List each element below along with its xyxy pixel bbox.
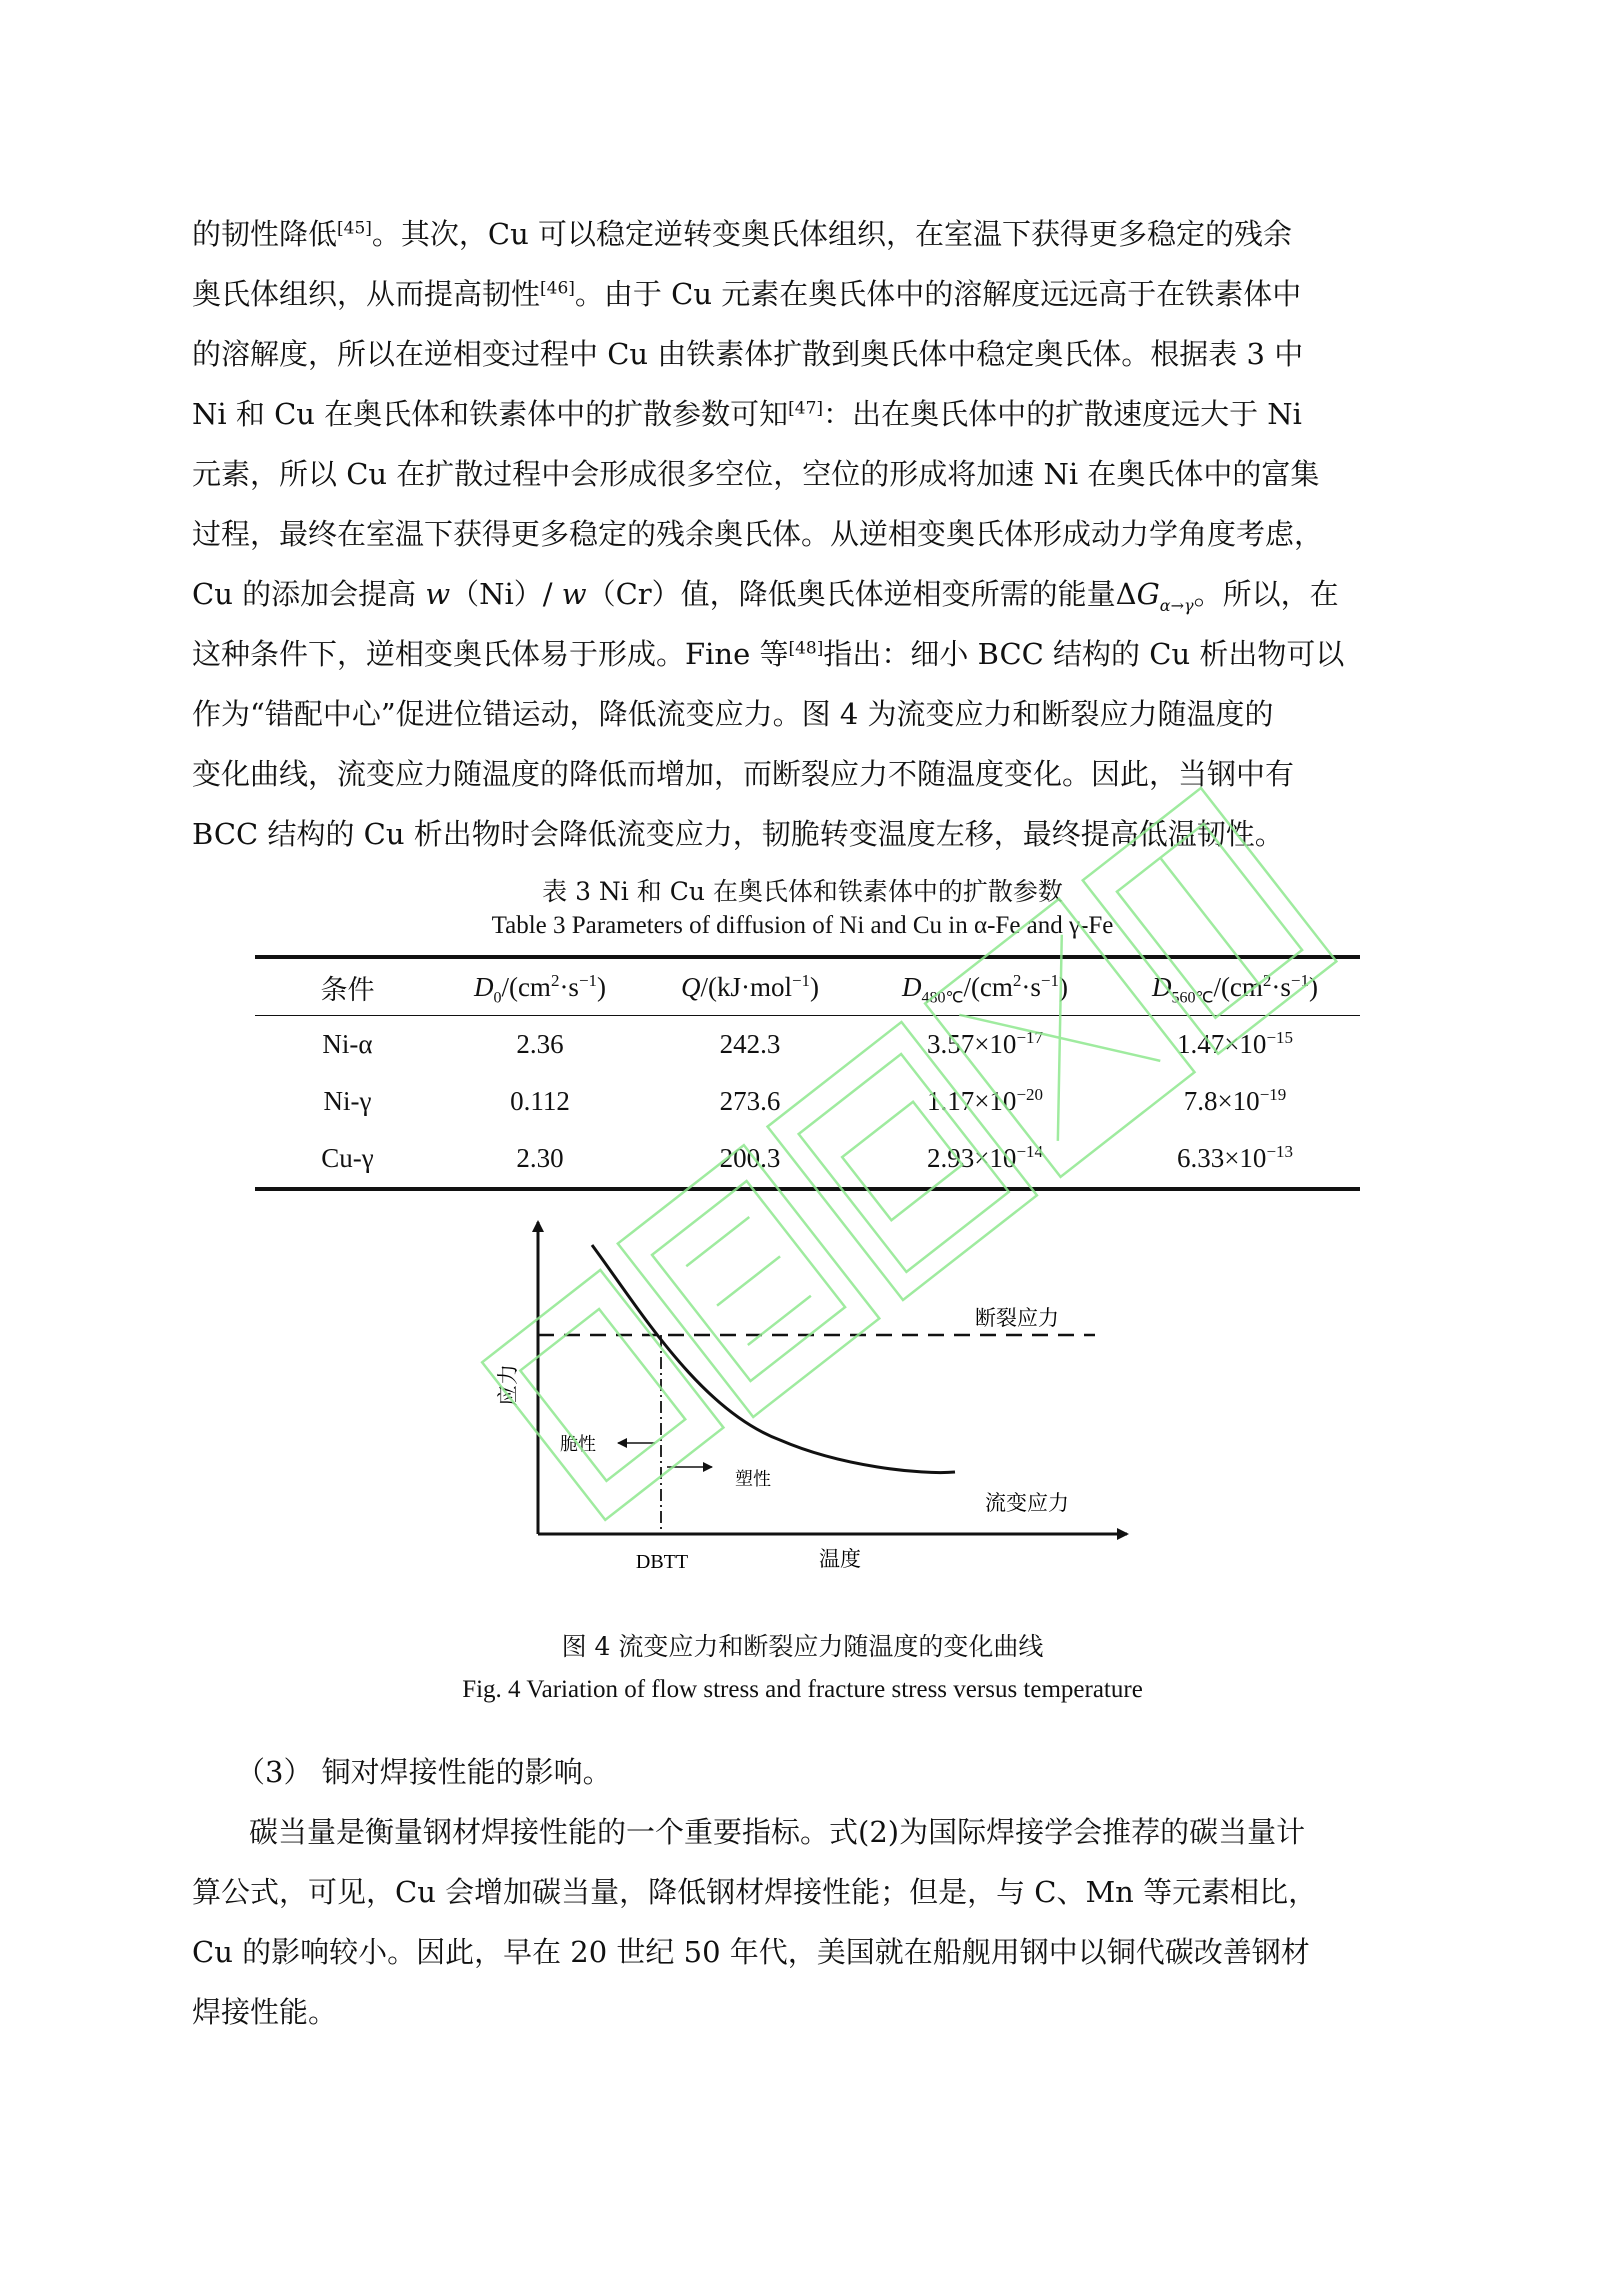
figure-4-stress-temperature xyxy=(0,1200,1605,1620)
text-run: Cu 的添加会提高 xyxy=(192,577,426,611)
text-run: 过程，最终在室温下获得更多稳定的残余奥氏体。从逆相变奥氏体形成动力学角度考虑， xyxy=(192,517,1324,551)
figure-caption-en: Fig. 4 Variation of flow stress and fracture stress versus temperature xyxy=(462,1676,1143,1703)
text-run: 的溶解度，所以在逆相变过程中 Cu 由铁素体扩散到奥氏体中稳定奥氏体。根据表 3 中 xyxy=(192,337,1304,371)
text-line xyxy=(192,684,1422,744)
ductile-label: 塑性 xyxy=(735,1469,771,1490)
symbol: D xyxy=(473,971,494,1002)
exponent: −13 xyxy=(1266,1142,1294,1161)
brittle-label: 脆性 xyxy=(560,1434,596,1455)
text-line: 焊接性能。 xyxy=(192,1995,338,2029)
exponent: −15 xyxy=(1266,1028,1294,1047)
cell-d480 xyxy=(860,1130,1110,1189)
cell-d0: 2.36 xyxy=(516,1029,564,1059)
math-var: w xyxy=(425,577,451,611)
section-heading-text: （3） 铜对焊接性能的影响。 xyxy=(236,1755,612,1789)
symbol: D xyxy=(1151,971,1172,1002)
subscript: 560℃ xyxy=(1171,988,1214,1006)
citation: [48] xyxy=(788,638,824,659)
text-run: 。所以，在 xyxy=(1193,577,1339,611)
fracture-stress-label: 断裂应力 xyxy=(975,1306,1059,1330)
unit: ) xyxy=(1309,971,1319,1002)
text-line xyxy=(192,564,1422,624)
table-caption-en: Table 3 Parameters of diffusion of Ni and Cu in α-Fe and γ-Fe xyxy=(491,912,1114,939)
exponent: −14 xyxy=(1016,1142,1044,1161)
text-run: 元素，所以 Cu 在扩散过程中会形成很多空位，空位的形成将加速 Ni 在奥氏体中的富集 xyxy=(192,457,1320,491)
text-line xyxy=(192,744,1422,804)
text-line xyxy=(192,804,1422,864)
dbtt-label: DBTT xyxy=(635,1551,689,1573)
cell-d560 xyxy=(1110,1073,1360,1130)
text-line xyxy=(192,624,1422,684)
unit: /(cm xyxy=(501,971,551,1002)
cell-condition: Ni-α xyxy=(322,1029,373,1059)
table-header-row xyxy=(255,957,1360,1016)
unit: ) xyxy=(597,971,607,1002)
mantissa: 7.8×10 xyxy=(1183,1086,1260,1116)
math-var: w xyxy=(561,577,587,611)
table-row xyxy=(255,1016,1360,1074)
subscript: 480℃ xyxy=(921,988,964,1006)
exponent: 2 xyxy=(550,970,560,990)
unit: ·s xyxy=(559,971,579,1002)
text-run: 变化曲线，流变应力随温度的降低而增加，而断裂应力不随温度变化。因此，当钢中有 xyxy=(192,757,1295,791)
section-paragraph xyxy=(192,1802,1422,2042)
cell-d560 xyxy=(1110,1016,1360,1074)
flow-stress-label: 流变应力 xyxy=(985,1491,1069,1515)
text-line xyxy=(192,264,1422,324)
mantissa: 1.47×10 xyxy=(1176,1029,1267,1059)
citation: [46] xyxy=(540,278,575,299)
text-run: 。其次，Cu 可以稳定逆转变奥氏体组织，在室温下获得更多稳定的残余 xyxy=(371,217,1293,251)
text-line: Cu 的影响较小。因此，早在 20 世纪 50 年代，美国就在船舰用钢中以铜代碳改善钢材 xyxy=(192,1935,1310,1969)
table-caption-zh: 表 3 Ni 和 Cu 在奥氏体和铁素体中的扩散参数 xyxy=(542,877,1063,906)
section-heading xyxy=(236,1742,1422,1802)
unit: /(kJ·mol xyxy=(700,971,792,1002)
exponent: 2 xyxy=(1262,970,1272,990)
text-line xyxy=(192,204,1422,264)
figure-caption-zh: 图 4 流变应力和断裂应力随温度的变化曲线 xyxy=(561,1632,1044,1661)
header-d0 xyxy=(440,957,640,1016)
cell-d480 xyxy=(860,1016,1110,1074)
y-axis-label: 应力 xyxy=(496,1364,520,1406)
cell-q: 242.3 xyxy=(719,1029,781,1059)
table-row xyxy=(255,1073,1360,1130)
header-q xyxy=(640,957,860,1016)
cell-d0: 0.112 xyxy=(510,1086,570,1116)
symbol: D xyxy=(901,971,922,1002)
flow-stress-curve xyxy=(592,1245,955,1473)
text-run: Ni 和 Cu 在奥氏体和铁素体中的扩散参数可知 xyxy=(192,397,789,431)
text-run: BCC 结构的 Cu 析出物时会降低流变应力，韧脆转变温度左移，最终提高低温韧性。 xyxy=(192,817,1284,851)
cell-d0: 2.30 xyxy=(516,1143,564,1173)
unit: ) xyxy=(810,971,820,1002)
exponent: 2 xyxy=(1012,970,1022,990)
text-line: 碳当量是衡量钢材焊接性能的一个重要指标。式(2)为国际焊接学会推荐的碳当量计 xyxy=(249,1815,1306,1849)
exponent: −20 xyxy=(1016,1085,1044,1104)
mantissa: 1.17×10 xyxy=(926,1086,1017,1116)
exponent: −1 xyxy=(791,970,811,990)
exponent: −1 xyxy=(578,970,598,990)
citation: [47] xyxy=(788,398,824,419)
unit: /(cm xyxy=(1213,971,1263,1002)
symbol: Q xyxy=(680,971,701,1002)
header-condition: 条件 xyxy=(320,974,375,1005)
math-var: G xyxy=(1136,577,1160,611)
x-axis-label: 温度 xyxy=(819,1547,861,1571)
unit: /(cm xyxy=(963,971,1013,1002)
unit: ·s xyxy=(1271,971,1291,1002)
text-run: （Ni）/ xyxy=(450,577,562,611)
text-run: 。由于 Cu 元素在奥氏体中的溶解度远远高于在铁素体中 xyxy=(574,277,1302,311)
cell-q: 273.6 xyxy=(719,1086,781,1116)
exponent: −19 xyxy=(1259,1085,1287,1104)
text-line xyxy=(192,384,1422,444)
text-run: 的韧性降低 xyxy=(192,217,338,251)
text-line xyxy=(192,324,1422,384)
math-subscript: α→γ xyxy=(1159,595,1194,615)
text-line xyxy=(192,504,1422,564)
text-line xyxy=(192,444,1422,504)
text-run: 奥氏体组织，从而提高韧性 xyxy=(192,277,541,311)
mantissa: 3.57×10 xyxy=(926,1029,1017,1059)
exponent: −17 xyxy=(1016,1028,1044,1047)
unit: ) xyxy=(1059,971,1069,1002)
exponent: −1 xyxy=(1040,970,1060,990)
cell-d560 xyxy=(1110,1130,1360,1189)
diffusion-parameters-table xyxy=(255,955,1360,1191)
text-run: 指出：细小 BCC 结构的 Cu 析出物可以 xyxy=(823,637,1345,671)
exponent: −1 xyxy=(1290,970,1310,990)
cell-q: 200.3 xyxy=(719,1143,781,1173)
cell-d480 xyxy=(860,1073,1110,1130)
unit: ·s xyxy=(1021,971,1041,1002)
text-run: 作为“错配中心”促进位错运动，降低流变应力。图 4 为流变应力和断裂应力随温度的 xyxy=(192,697,1274,731)
text-line: 算公式，可见，Cu 会增加碳当量，降低钢材焊接性能；但是，与 C、Mn 等元素相比， xyxy=(192,1875,1318,1909)
text-run: ：出在奥氏体中的扩散速度远大于 Ni xyxy=(823,397,1302,431)
subscript: 0 xyxy=(493,988,502,1006)
table-row xyxy=(255,1130,1360,1189)
cell-condition: Cu-γ xyxy=(321,1143,374,1173)
header-d560 xyxy=(1110,957,1360,1016)
text-run: （Cr）值，降低奥氏体逆相变所需的能量Δ xyxy=(586,577,1137,611)
text-run: 这种条件下，逆相变奥氏体易于形成。Fine 等 xyxy=(192,637,789,671)
body-paragraph xyxy=(192,204,1422,864)
cell-condition: Ni-γ xyxy=(323,1086,372,1116)
header-d480 xyxy=(860,957,1110,1016)
mantissa: 6.33×10 xyxy=(1176,1143,1267,1173)
citation: [45] xyxy=(337,218,372,239)
mantissa: 2.93×10 xyxy=(926,1143,1017,1173)
